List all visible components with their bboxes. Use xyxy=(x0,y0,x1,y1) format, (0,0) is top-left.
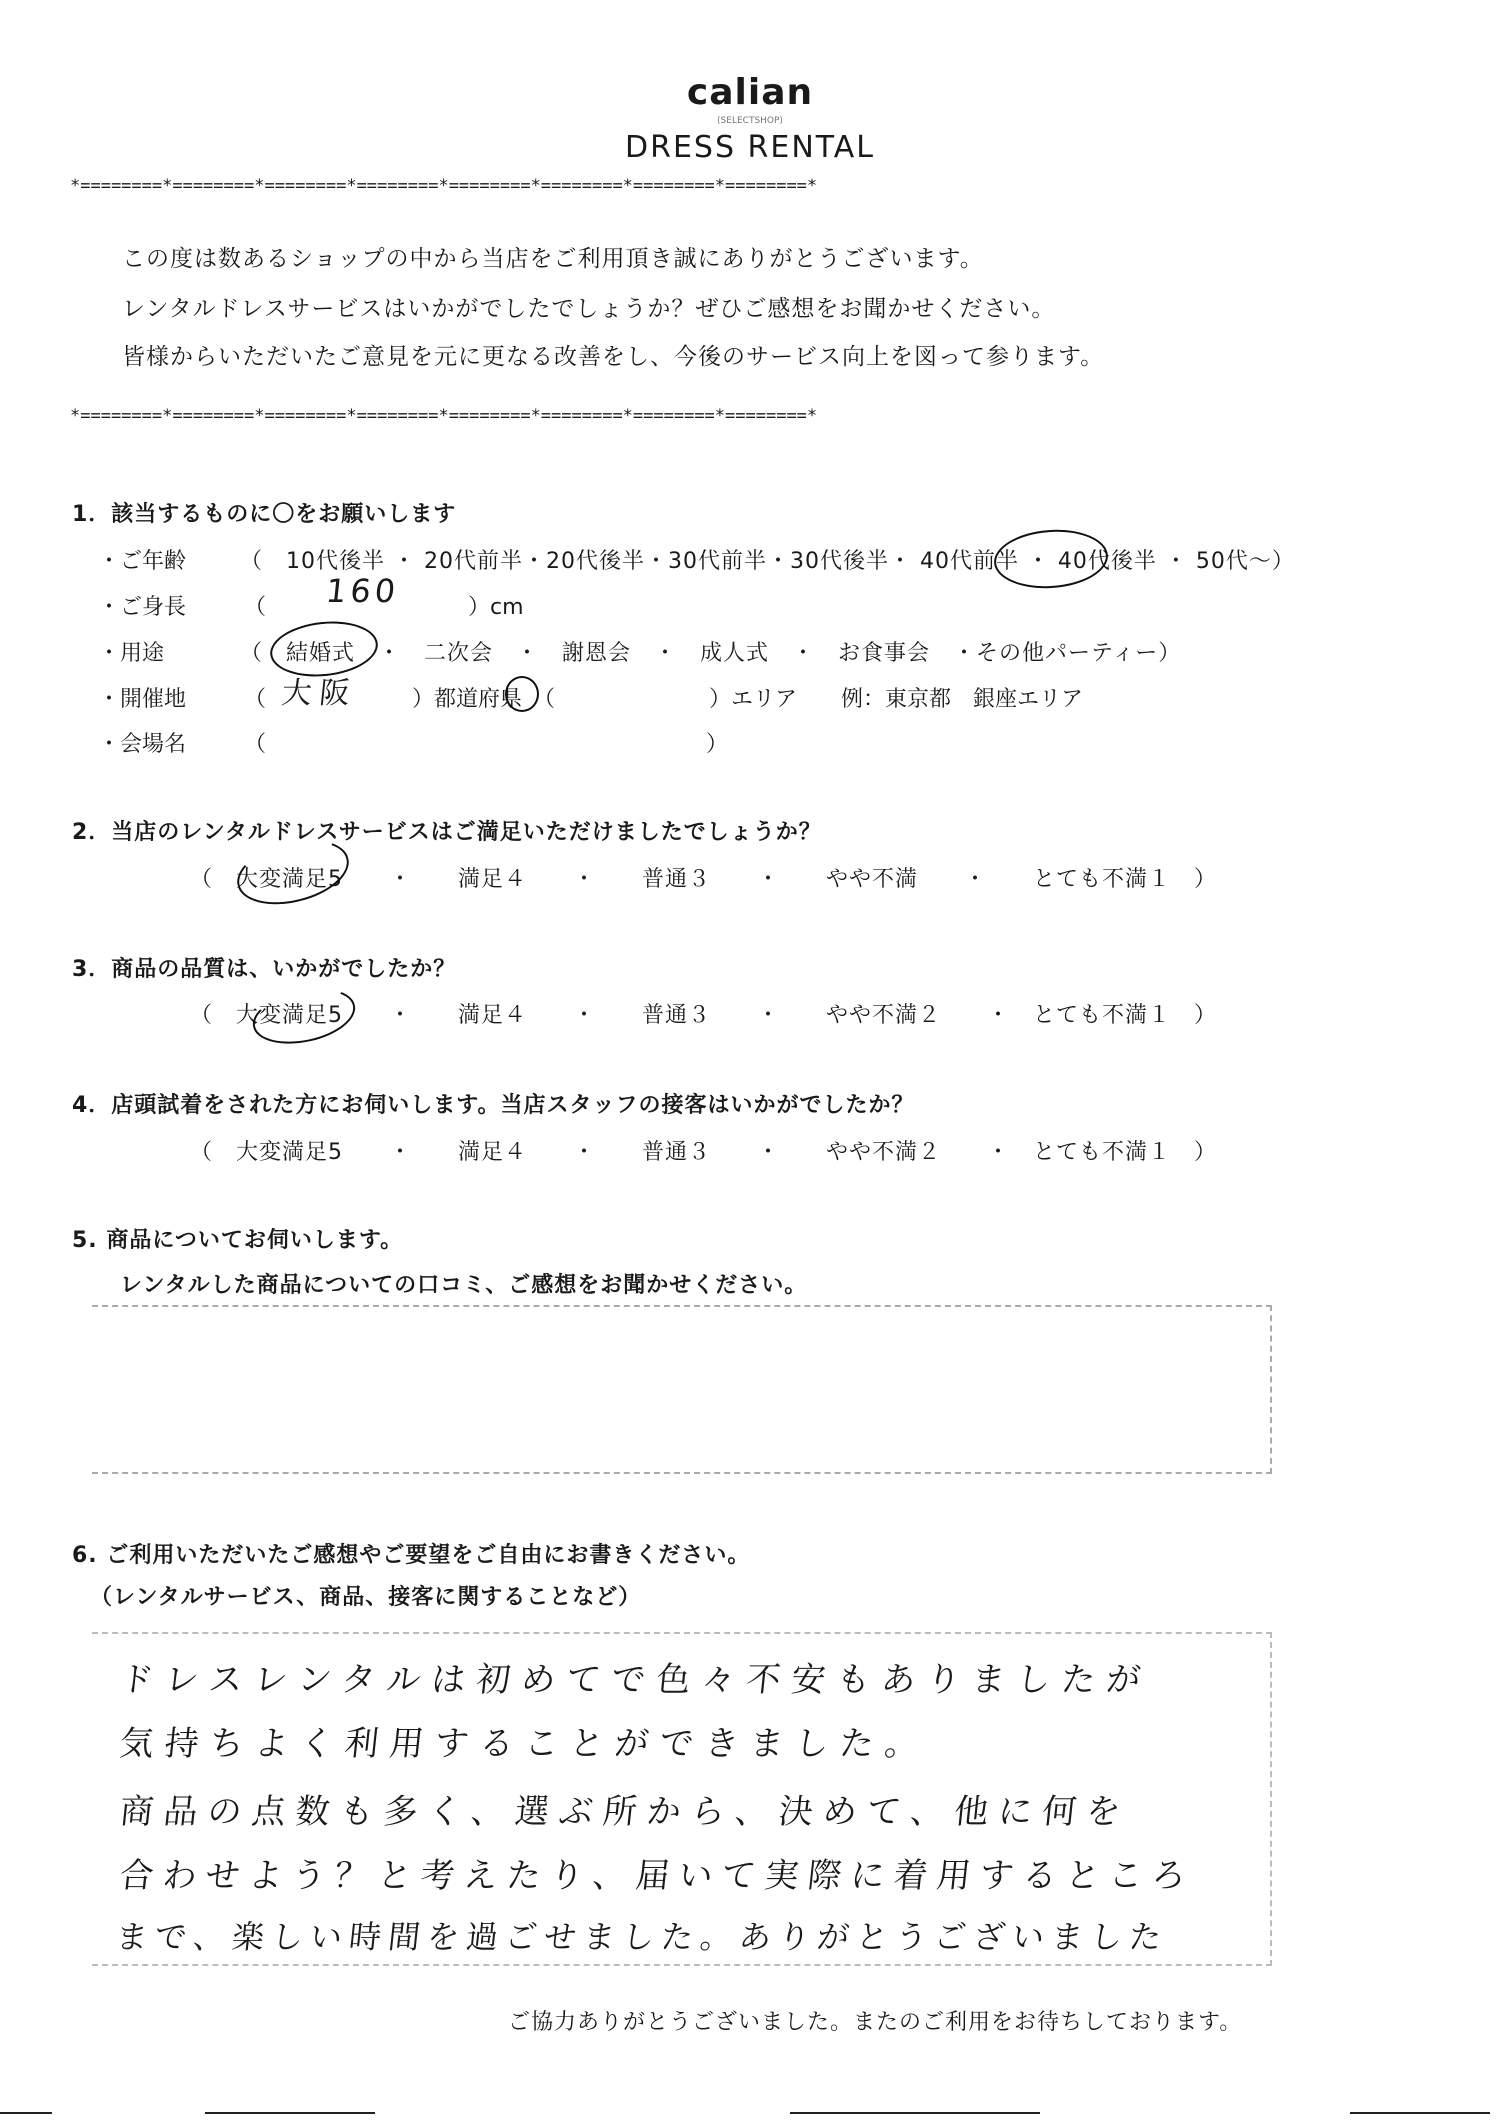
intro-line-1: この度は数あるショップの中から当店をご利用頂き誠にありがとうございます。 xyxy=(122,246,984,272)
q5-answer-box[interactable] xyxy=(92,1305,1272,1474)
purpose-options[interactable]: （ 結婚式 ・ 二次会 ・ 謝恩会 ・ 成人式 ・ お食事会 ・その他パーティー） xyxy=(240,641,1182,666)
q6-title: 6. ご利用いただいたご感想やご要望をご自由にお書きください。 xyxy=(72,1543,751,1568)
handwriting-line: 商品の点数も多く、選ぶ所から、決めて、他に何を xyxy=(117,1792,1133,1832)
scan-line xyxy=(1350,2112,1490,2114)
height-unit: ）cm xyxy=(468,595,524,620)
divider-bottom: *========*========*========*========*========*========*========*========* xyxy=(70,406,818,426)
height-open-paren: （ xyxy=(244,595,267,620)
venue-open-paren: （ xyxy=(244,687,267,712)
venue-value[interactable]: 大阪 xyxy=(279,676,360,711)
intro-line-3: 皆様からいただいたご意見を元に更なる改善をし、今後のサービス向上を図って参ります。 xyxy=(122,344,1105,370)
q5-subtitle: レンタルした商品についての口コミ、ご感想をお聞かせください。 xyxy=(120,1273,808,1298)
q4-options[interactable]: （ 大変満足5 ・ 満足４ ・ 普通３ ・ やや不満２ ・ とても不満１ ） xyxy=(190,1140,1218,1165)
intro-line-2: レンタルドレスサービスはいかがでしたでしょうか？ぜひご感想をお聞かせください。 xyxy=(122,296,1056,322)
height-label: ・ご身長 xyxy=(98,595,187,620)
page-title: DRESS RENTAL xyxy=(625,130,875,165)
brand-subtitle: (SELECTSHOP) xyxy=(717,116,783,126)
q4-title: 4．店頭試着をされた方にお伺いします。当店スタッフの接客はいかがでしたか？ xyxy=(72,1093,915,1118)
hall-label: ・会場名 xyxy=(98,732,187,757)
height-value[interactable]: 160 xyxy=(324,572,402,610)
handwriting-line: まで、楽しい時間を過ごせました。ありがとうございました xyxy=(113,1918,1171,1956)
q3-title: 3．商品の品質は、いかがでしたか？ xyxy=(72,957,457,982)
q2-options[interactable]: （ 大変満足5 ・ 満足４ ・ 普通３ ・ やや不満 ・ とても不満１ ） xyxy=(190,867,1218,892)
age-label: ・ご年齢 xyxy=(98,549,187,574)
divider-top: *========*========*========*========*========*========*========*========* xyxy=(70,176,818,196)
brand-logo: calian xyxy=(686,72,814,113)
q3-selection-circle xyxy=(248,980,361,1052)
handwriting-line: ドレスレンタルは初めてで色々不安もありましたが xyxy=(117,1660,1154,1700)
q5-title: 5. 商品についてお伺いします。 xyxy=(72,1228,404,1253)
handwriting-line: 合わせよう？と考えたり、届いて実際に着用するところ xyxy=(117,1856,1197,1896)
q2-title: 2．当店のレンタルドレスサービスはご満足いただけましたでしょうか？ xyxy=(72,820,822,845)
scan-line xyxy=(790,2112,1040,2114)
venue-prefecture: ）都道府県 （ ）エリア 例：東京都 銀座エリア xyxy=(412,687,1084,712)
closing-message: ご協力ありがとうございました。またのご利用をお待ちしております。 xyxy=(508,2010,1243,2035)
q6-subtitle: （レンタルサービス、商品、接客に関することなど） xyxy=(90,1585,642,1610)
q1-title: 1．該当するものに〇をお願いします xyxy=(72,502,457,527)
prefecture-fu-circle xyxy=(505,676,539,712)
age-selection-circle xyxy=(992,526,1110,592)
purpose-label: ・用途 xyxy=(98,641,165,666)
scan-line xyxy=(0,2112,52,2114)
venue-label: ・開催地 xyxy=(98,687,187,712)
handwriting-line: 気持ちよく利用することができました。 xyxy=(117,1724,932,1764)
age-options[interactable]: （ 10代後半 ・ 20代前半・20代後半・30代前半・30代後半・ 40代前半 ・ 40代後半 ・ 50代～） xyxy=(240,549,1295,574)
scan-line xyxy=(205,2112,375,2114)
q3-options[interactable]: （ 大変満足5 ・ 満足４ ・ 普通３ ・ やや不満２ ・ とても不満１ ） xyxy=(190,1003,1218,1028)
hall-value[interactable]: （ ） xyxy=(244,732,729,757)
